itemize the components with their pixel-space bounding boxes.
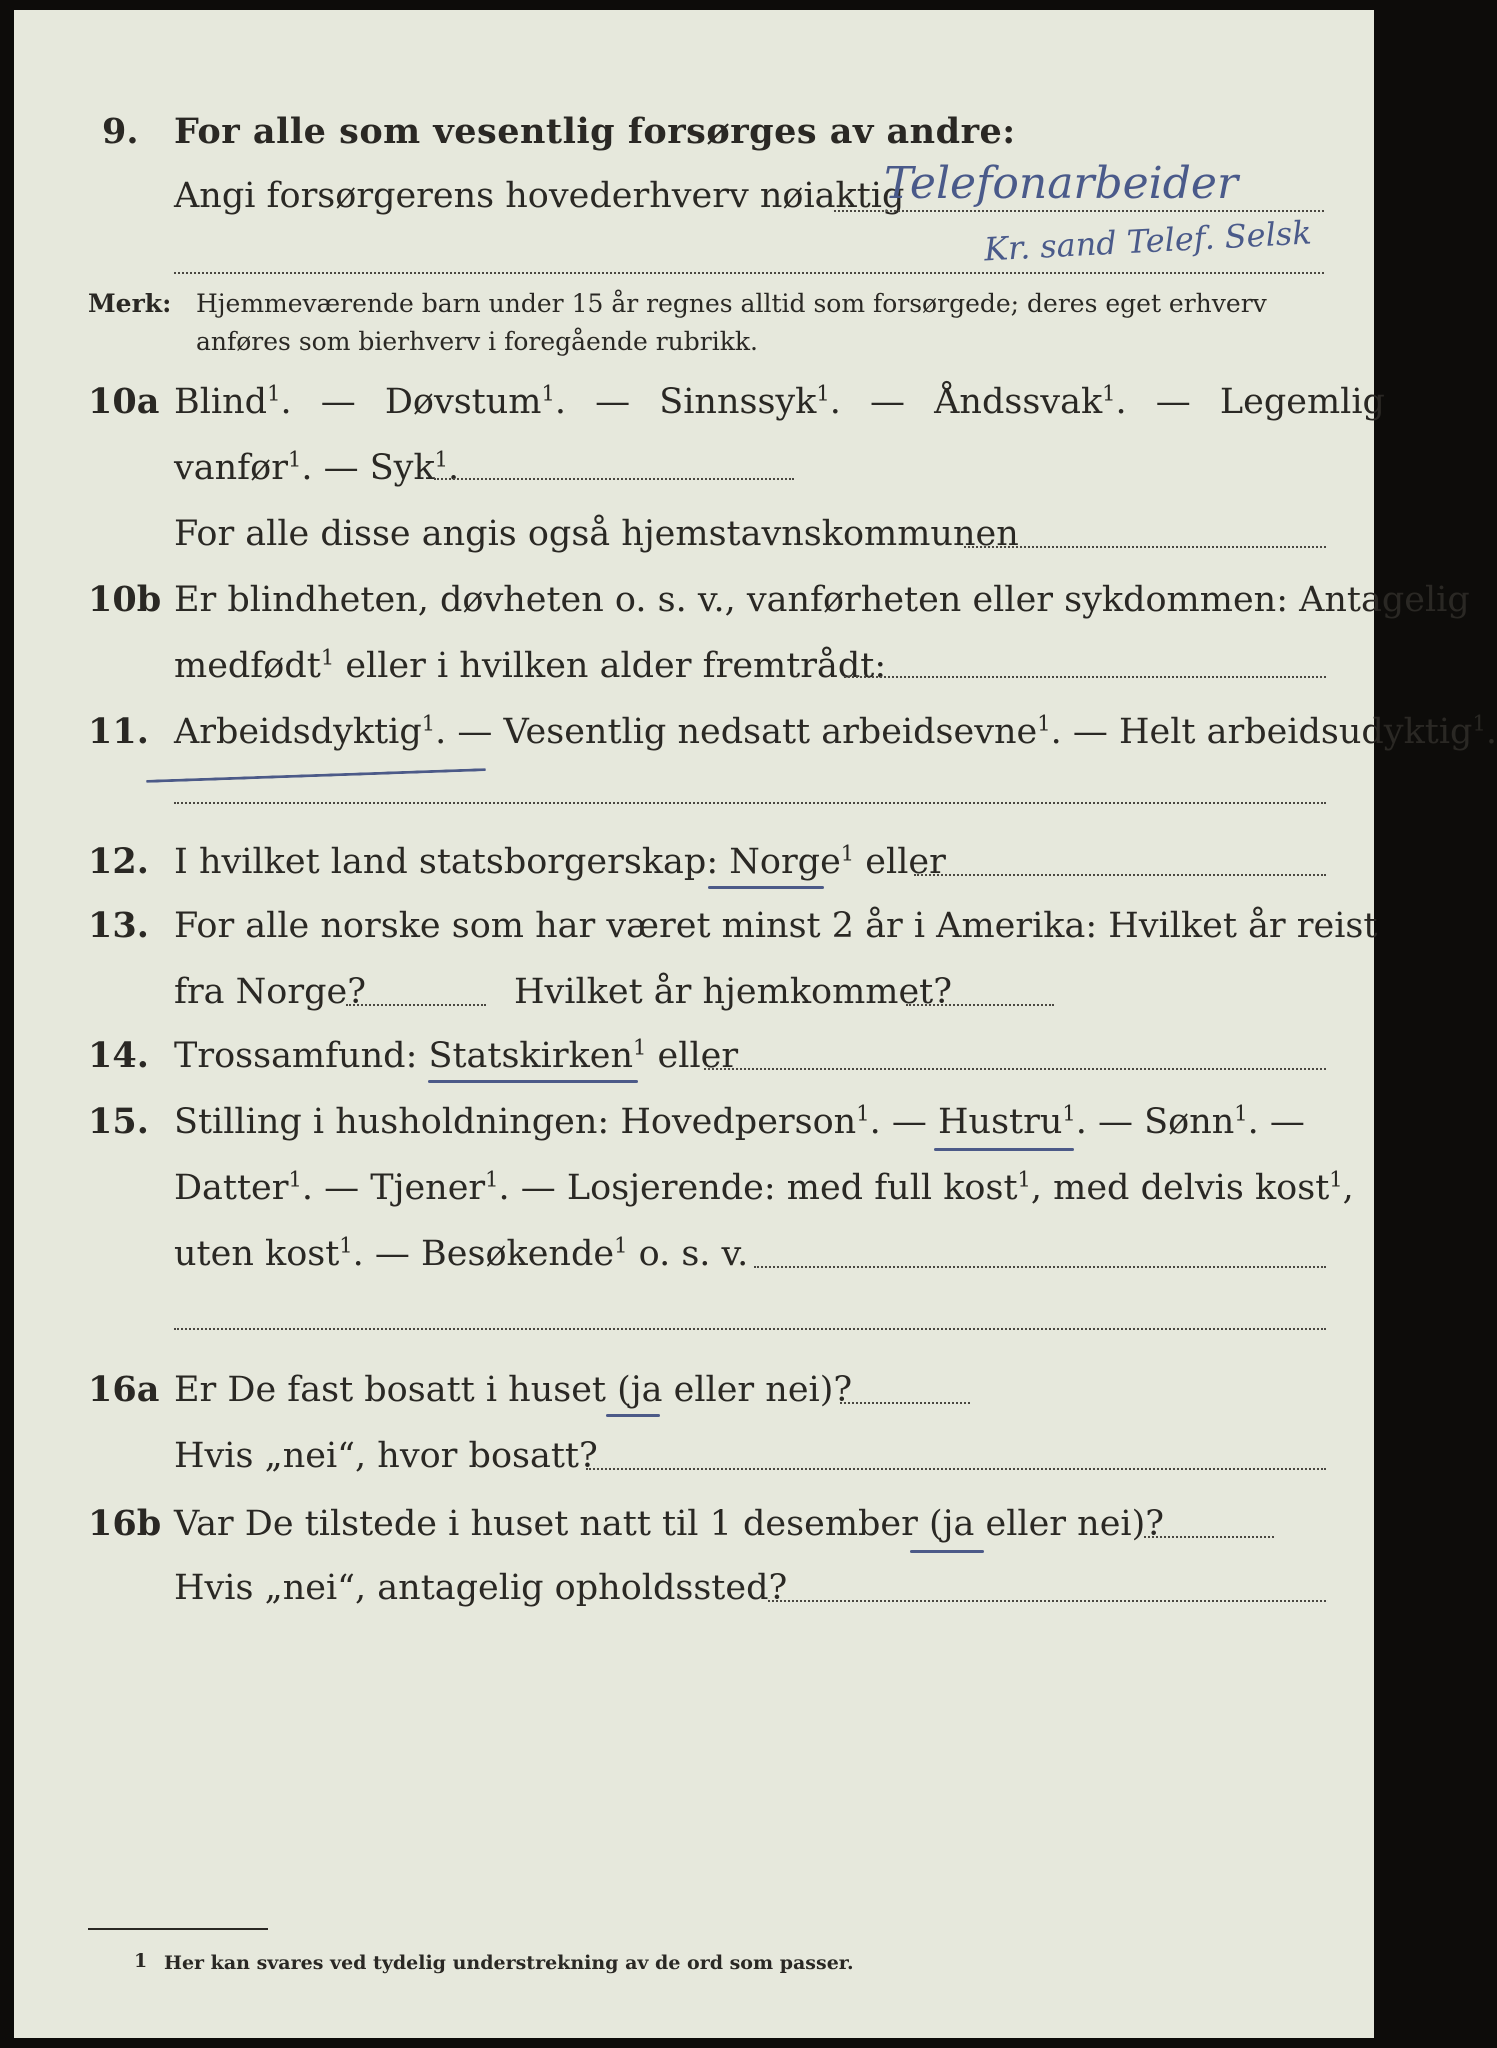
q13-departure-line — [346, 1004, 486, 1006]
q10a-line-3: For alle disse angis også hjemstavnskommunen — [174, 514, 1019, 554]
q10a-municipality-line — [964, 546, 1326, 548]
q15-handwritten-underline — [934, 1148, 1074, 1151]
q12-text: I hvilket land statsborgerskap: Norge$^1$ eller — [174, 841, 946, 882]
q16a-line-2: Hvis „nei“, hvor bosatt? — [174, 1436, 598, 1476]
q16b-number: 16b — [88, 1503, 162, 1544]
q10a-line-1: Blind$^1$. — Døvstum$^1$. — Sinnssyk$^1$. — Åndssvak$^1$. — Legemlig — [174, 381, 1385, 422]
q10a-line-2: vanfør$^1$. — Syk$^1$. — [174, 447, 460, 488]
q16b-location-line — [768, 1600, 1326, 1602]
q14-number: 14. — [88, 1035, 149, 1076]
census-form-page — [14, 10, 1497, 2038]
q11-options: Arbeidsdyktig$^1$. — Vesentlig nedsatt arbeidsevne$^1$. — Helt arbeidsudyktig$^1$. — [174, 711, 1497, 752]
q9-handwritten-employer: Kr. sand Telef. Selsk — [983, 213, 1313, 269]
q16b-line-1: Var De tilstede i huset natt til 1 desember (ja eller nei)? — [174, 1504, 1165, 1544]
q10b-number: 10b — [88, 579, 162, 620]
q15-line-3: uten kost$^1$. — Besøkende$^1$ o. s. v. — [174, 1233, 749, 1274]
merk-label: Merk: — [88, 289, 172, 318]
footnote-mark: 1 — [134, 1950, 148, 1972]
q14-other-line — [704, 1068, 1326, 1070]
q16b-line-2: Hvis „nei“, antagelig opholdssted? — [174, 1568, 788, 1608]
q15-line-2: Datter$^1$. — Tjener$^1$. — Losjerende: med full kost$^1$, med delvis kost$^1$, — [174, 1167, 1354, 1208]
q9-title: For alle som vesentlig forsørges av andre: — [174, 111, 1016, 152]
q13-return-line — [906, 1004, 1054, 1006]
q9-answer-line — [834, 210, 1324, 212]
q15-number: 15. — [88, 1101, 149, 1142]
q16a-handwritten-underline — [606, 1414, 660, 1417]
q16a-residence-line — [586, 1468, 1326, 1470]
q10a-number: 10a — [88, 381, 160, 422]
q9-number: 9. — [102, 111, 139, 152]
q12-number: 12. — [88, 841, 149, 882]
q13-line-1: For alle norske som har været minst 2 år i Amerika: Hvilket år reist — [174, 906, 1378, 946]
q15-other-line — [754, 1266, 1326, 1268]
q16a-number: 16a — [88, 1369, 160, 1410]
q10b-line-1: Er blindheten, døvheten o. s. v., vanførheten eller sykdommen: Antagelig — [174, 580, 1470, 620]
q11-handwritten-underline — [146, 768, 486, 783]
q16a-answer-line — [840, 1402, 970, 1404]
q13-line-2b: Hvilket år hjemkommet? — [514, 972, 953, 1012]
q11-number: 11. — [88, 711, 149, 752]
q10b-line-2: medfødt$^1$ eller i hvilken alder fremtrådt: — [174, 645, 887, 686]
q12-other-line — [914, 874, 1326, 876]
q16b-answer-line — [1144, 1536, 1274, 1538]
q15-line-1: Stilling i husholdningen: Hovedperson$^1$. — Hustru$^1$. — Sønn$^1$. — — [174, 1101, 1305, 1142]
footnote-text: Her kan svares ved tydelig understrekning av de ord som passer. — [164, 1952, 854, 1974]
q13-line-2a: fra Norge? — [174, 972, 366, 1012]
q9-answer-line-2 — [174, 272, 1324, 274]
q12-handwritten-underline — [708, 886, 824, 889]
q16a-line-1: Er De fast bosatt i huset (ja eller nei)? — [174, 1370, 853, 1410]
merk-line-2: anføres som bierhverv i foregående rubrikk. — [196, 327, 758, 356]
q9-prompt: Angi forsørgerens hovederhverv nøiaktig — [174, 176, 905, 216]
q14-text: Trossamfund: Statskirken$^1$ eller — [174, 1035, 739, 1076]
footnote-rule — [88, 1928, 268, 1930]
q16b-handwritten-underline — [910, 1550, 984, 1553]
q13-number: 13. — [88, 905, 149, 946]
q10b-age-line — [844, 676, 1326, 678]
merk-line-1: Hjemmeværende barn under 15 år regnes alltid som forsørgede; deres eget erhverv — [196, 289, 1267, 318]
q9-handwritten-answer: Telefonarbeider — [884, 158, 1238, 209]
q11-answer-line — [174, 802, 1326, 804]
q14-handwritten-underline — [428, 1080, 638, 1083]
q15-answer-line — [174, 1328, 1326, 1330]
q10a-sick-line — [434, 478, 794, 480]
